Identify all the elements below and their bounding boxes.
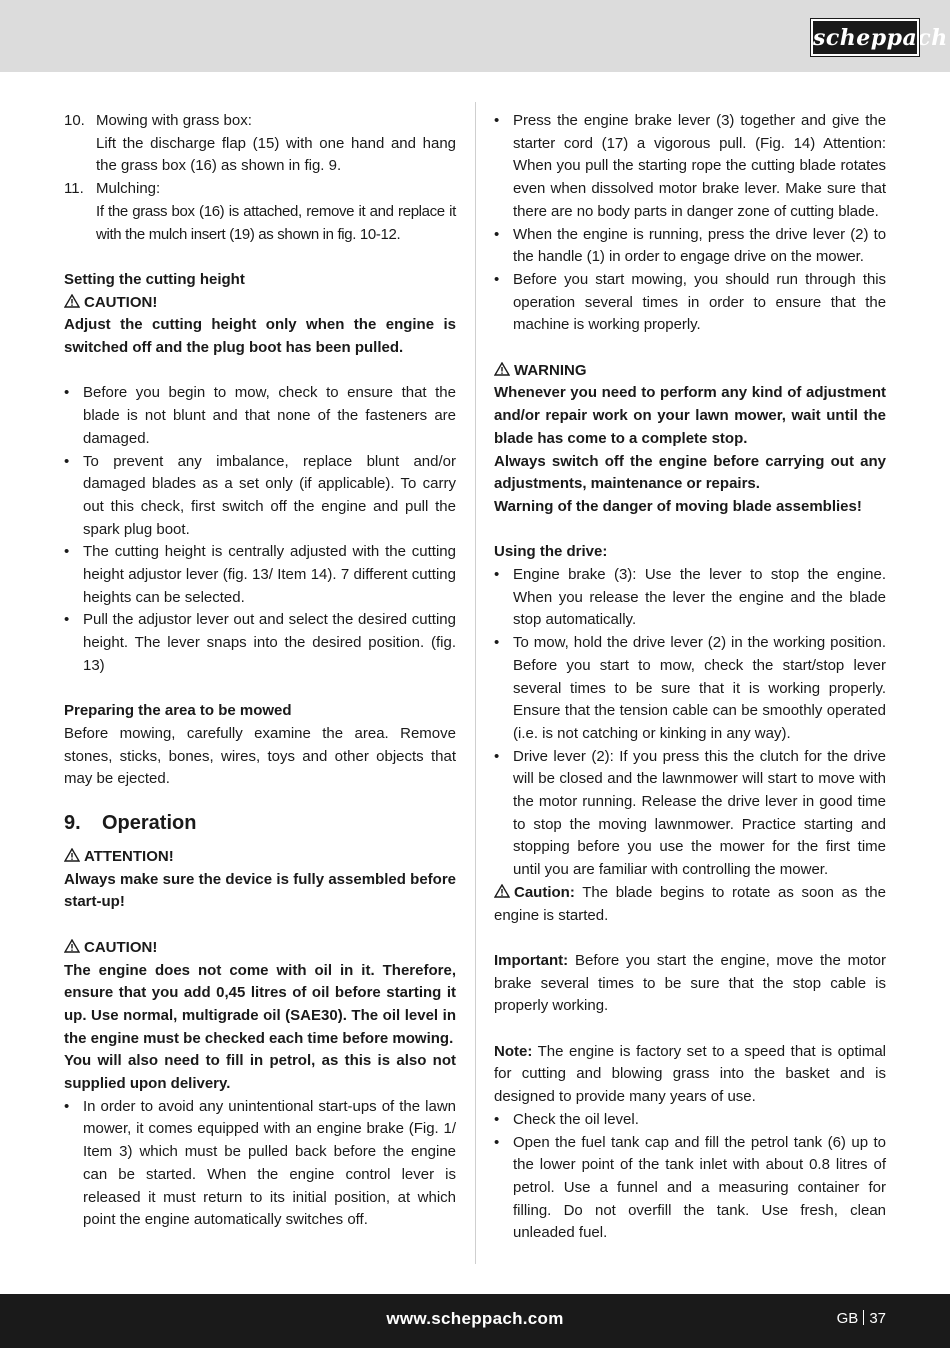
page-footer bbox=[0, 1294, 950, 1348]
list-item bbox=[494, 1132, 886, 1246]
scheppach-logo: scheppach bbox=[811, 19, 919, 56]
list-item-text: Drive lever (2): If you press this the clutch for the drive will be closed and the lawnmower will start to move with the motor running. Release the drive lever in good time to stop the moving lawnmower. Practice starting and stopping before you use the mower for the first time until you are familiar with controlling the mower. bbox=[513, 747, 886, 879]
right-column bbox=[494, 110, 886, 1245]
petrol-caution-text: You will also need to fill in petrol, as this is also not supplied upon delivery. bbox=[64, 1052, 456, 1093]
section-heading bbox=[64, 810, 456, 836]
item-number: 10. bbox=[64, 112, 85, 129]
bullet-icon: • bbox=[64, 384, 70, 402]
list-item-11 bbox=[64, 178, 456, 201]
item-body: Lift the discharge flap (15) with one hand and hang the grass box (16) as shown in fig. 9. bbox=[96, 134, 456, 175]
list-item bbox=[494, 1109, 886, 1132]
warning-triangle-icon bbox=[494, 362, 510, 376]
item-title: Mowing with grass box: bbox=[96, 112, 252, 129]
important-note: Important: Before you start the engine, move the motor brake several times to be sure that the stop cable is properly working. bbox=[494, 951, 886, 1015]
warning-triangle-icon bbox=[494, 884, 510, 898]
section-number: 9. bbox=[64, 812, 81, 835]
list-item bbox=[494, 746, 886, 882]
list-item-text: Before you start mowing, you should run through this operation several times in order to ensure that the machine is working properly. bbox=[513, 270, 886, 334]
list-item bbox=[494, 110, 886, 224]
item-body: If the grass box (16) is attached, remove it and replace it with the mulch insert (19) as shown in fig. 10-12. bbox=[96, 202, 456, 243]
warning-triangle-icon bbox=[64, 939, 80, 953]
using-drive-heading: Using the drive: bbox=[494, 543, 608, 561]
warning-triangle-icon bbox=[64, 848, 80, 862]
list-item-text: To mow, hold the drive lever (2) in the working position. Before you start to mow, check the start/stop lever several times to be sure that it is working properly. Ensure that the tension cable can be smoothly operated (i.e. is not catching or kinking in any way). bbox=[513, 634, 886, 742]
bullet-icon: • bbox=[494, 566, 500, 584]
website-link[interactable]: www.scheppach.com bbox=[386, 1309, 564, 1328]
caution-text: Adjust the cutting height only when the engine is switched off and the plug boot has been pulled. bbox=[64, 316, 456, 357]
list-item-text: The cutting height is centrally adjusted with the cutting height adjustor lever (fig. 13/ Item 14). 7 different cutting heights can be selected. bbox=[83, 543, 456, 606]
item-number: 11. bbox=[64, 180, 84, 198]
section-title: Operation bbox=[102, 812, 197, 835]
page-number: 37 bbox=[869, 1310, 886, 1327]
warning-text: Whenever you need to perform any kind of adjustment and/or repair work on your lawn mower, wait until the blade has come to a complete stop. bbox=[494, 384, 886, 447]
list-item-text: In order to avoid any unintentional start-ups of the lawn mower, it comes equipped with an engine brake (Fig. 1/ Item 3) which must be pulled back before the engine can be started. When the engine control lever is released it must return to its initial position, at which point the engine automatically switches off. bbox=[83, 1097, 456, 1229]
list-item-text: Before you begin to mow, check to ensure that the blade is not blunt and that none of the fasteners are damaged. bbox=[83, 384, 456, 447]
cutting-height-bullets bbox=[64, 382, 456, 677]
list-item bbox=[64, 609, 456, 677]
warning-label: WARNING bbox=[494, 360, 886, 383]
list-item bbox=[64, 541, 456, 609]
list-item-text: Press the engine brake lever (3) together and give the starter cord (17) a vigorous pull. (Fig. 14) Attention: When you pull the starting rope the cutting blade rotates even when dissolved motor brake lever. Make sure that there are no body parts in danger zone of cutting blade. bbox=[513, 112, 886, 220]
attention-label: ATTENTION! bbox=[64, 846, 456, 869]
preparing-area-heading: Preparing the area to be mowed bbox=[64, 702, 292, 720]
list-item-text: To prevent any imbalance, replace blunt and/or damaged blades as a set only (if applicable). To carry out this check, first switch off the engine and pull the spark plug boot. bbox=[83, 452, 456, 538]
bullet-icon: • bbox=[494, 1110, 500, 1128]
warning-text: Warning of the danger of moving blade assemblies! bbox=[494, 497, 862, 515]
blade-caution: Caution: The blade begins to rotate as soon as the engine is started. bbox=[494, 883, 886, 924]
list-item-text: When the engine is running, press the drive lever (2) to the handle (1) in order to engage drive on the mower. bbox=[513, 225, 886, 266]
bullet-icon: • bbox=[494, 112, 500, 129]
bullet-icon: • bbox=[494, 634, 500, 652]
page-header bbox=[0, 0, 950, 72]
drive-bullets bbox=[494, 564, 886, 882]
list-item bbox=[64, 1096, 456, 1232]
bullet-icon: • bbox=[494, 225, 500, 243]
bullet-icon: • bbox=[64, 452, 70, 470]
engine-note: Note: The engine is factory set to a speed that is optimal for cutting and blowing grass into the basket and is designed to provide many years of use. bbox=[494, 1042, 886, 1106]
page-indicator bbox=[837, 1310, 886, 1327]
bullet-icon: • bbox=[64, 611, 70, 629]
list-item-text: Open the fuel tank cap and fill the petrol tank (6) up to the lower point of the tank inlet with about 0.8 litres of petrol. Use a funnel and a measuring container for filling. Do not overfill the tank. Use fresh, clean unleaded fuel. bbox=[513, 1133, 886, 1242]
warning-triangle-icon bbox=[64, 294, 80, 308]
list-item-text: Engine brake (3): Use the lever to stop the engine. When you release the lever the engine and the blade stop automatically. bbox=[513, 566, 886, 629]
starting-bullets bbox=[494, 110, 886, 337]
caution-label: CAUTION! bbox=[64, 937, 456, 960]
bullet-icon: • bbox=[64, 1097, 70, 1115]
column-divider bbox=[475, 102, 476, 1264]
item-title: Mulching: bbox=[96, 180, 161, 198]
bullet-icon: • bbox=[494, 747, 500, 765]
bullet-icon: • bbox=[494, 270, 500, 288]
list-item bbox=[494, 632, 886, 746]
list-item-10 bbox=[64, 110, 456, 133]
list-item-text: Pull the adjustor lever out and select the desired cutting height. The lever snaps into the desired position. (fig. 13) bbox=[83, 611, 456, 674]
list-item bbox=[494, 224, 886, 269]
left-column bbox=[64, 110, 456, 1232]
warning-text: Always switch off the engine before carrying out any adjustments, maintenance or repairs. bbox=[494, 452, 886, 493]
language-code: GB bbox=[836, 1310, 859, 1327]
fuel-bullets bbox=[494, 1109, 886, 1245]
bullet-icon: • bbox=[64, 543, 70, 561]
list-item-text: Check the oil level. bbox=[513, 1110, 639, 1128]
preparing-area-text: Before mowing, carefully examine the area. Remove stones, sticks, bones, wires, toys and other objects that may be ejected. bbox=[64, 724, 456, 788]
list-item bbox=[64, 451, 456, 542]
attention-text: Always make sure the device is fully assembled before start-up! bbox=[64, 870, 456, 911]
cutting-height-heading: Setting the cutting height bbox=[64, 270, 245, 288]
list-item bbox=[494, 269, 886, 337]
oil-caution-text: The engine does not come with oil in it. Therefore, ensure that you add 0,45 litres of oil before starting it up. Use normal, multigrade oil (SAE30). The oil level in the engine must be checked each time before mowing. bbox=[64, 961, 456, 1047]
list-item bbox=[494, 564, 886, 632]
bullet-icon: • bbox=[494, 1133, 500, 1151]
caution-label: CAUTION! bbox=[64, 292, 456, 315]
operation-bullets bbox=[64, 1096, 456, 1232]
list-item bbox=[64, 382, 456, 450]
